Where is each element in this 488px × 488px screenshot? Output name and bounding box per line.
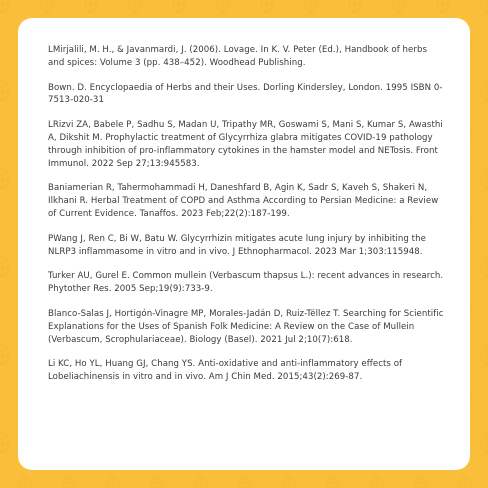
- leaf-icon: [474, 0, 488, 16]
- leaf-icon: [298, 0, 324, 16]
- leaf-icon: [342, 0, 368, 16]
- leaf-icon: [232, 474, 258, 488]
- reference-item: Blanco-Salas J, Hortigón-Vinagre MP, Morales-Jadán D, Ruiz-Téllez T. Searching for Scientific Explanations for the Uses of Spanish Folk Medicine: A Review on the Case of Mullein (Verbascum, Scrophulariaceae). Biology (Basel). 2021 Jul 2;10(7):618.: [48, 308, 444, 345]
- leaf-icon: [0, 78, 16, 104]
- leaf-icon: [34, 0, 60, 16]
- reference-item: LMirjalili, M. H., & Javanmardi, J. (2006). Lovage. In K. V. Peter (Ed.), Handbook of herbs and spices: Volume 3 (pp. 438–452). Woodhead Publishing.: [48, 45, 428, 68]
- leaf-icon: [210, 0, 236, 16]
- reference-item: PWang J, Ren C, Bi W, Batu W. Glycyrrhizin mitigates acute lung injury by inhibiting the NLRP3 inflammasome in vitro and in vivo. J Ethnopharmacol. 2023 Mar 1;303:115948.: [48, 233, 426, 257]
- leaf-icon: [474, 430, 488, 456]
- leaf-icon: [122, 0, 148, 16]
- leaf-icon: [100, 474, 126, 488]
- leaf-icon: [0, 430, 16, 456]
- reference-item: LRizvi ZA, Babele P, Sadhu S, Madan U, Tripathy MR, Goswami S, Mani S, Kumar S, Awasthi A, Dikshit M. Prophylactic treatment of Glycyrrhiza glabra mitigates COVID-19 pathology through inhibition of pro-inflammatory cytokines in the hamster model and NETosis. Front Immunol. 2022 Sep 27;13:945583.: [48, 120, 443, 169]
- leaf-icon: [56, 474, 82, 488]
- leaf-icon: [408, 474, 434, 488]
- leaf-icon: [452, 474, 478, 488]
- leaf-icon: [430, 0, 456, 16]
- references-card: [18, 18, 470, 470]
- leaf-icon: [320, 474, 346, 488]
- leaf-icon: [276, 474, 302, 488]
- leaf-icon: [386, 0, 412, 16]
- leaf-icon: [12, 474, 38, 488]
- reference-item: Bown. D. Encyclopaedia of Herbs and their Uses. Dorling Kindersley, London. 1995 ISBN 0-7513-020-31: [48, 82, 443, 106]
- leaf-icon: [144, 474, 170, 488]
- leaf-icon: [474, 166, 488, 192]
- leaf-icon: [474, 254, 488, 280]
- leaf-icon: [78, 0, 104, 16]
- leaf-icon: [254, 0, 280, 16]
- leaf-icon: [0, 254, 16, 280]
- leaf-icon: [0, 0, 16, 16]
- reference-item: Li KC, Ho YL, Huang GJ, Chang YS. Anti-oxidative and anti-inflammatory effects of Lobeliachinensis in vitro and in vivo. Am J Chin Med. 2015;43(2):269-87.: [48, 359, 403, 383]
- leaf-icon: [474, 78, 488, 104]
- leaf-icon: [188, 474, 214, 488]
- reference-item: Baniamerian R, Tahermohammadi H, Daneshfard B, Agin K, Sadr S, Kaveh S, Shakeri N, Ilkhani R. Herbal Treatment of COPD and Asthma According to Persian Medicine: a Review of Current Evidence. Tanaffos. 2023 Feb;22(2):187-199.: [48, 183, 439, 219]
- leaf-icon: [364, 474, 390, 488]
- leaf-icon: [0, 342, 16, 368]
- leaf-icon: [474, 342, 488, 368]
- reference-item: Turker AU, Gurel E. Common mullein (Verbascum thapsus L.): recent advances in research. Phytother Res. 2005 Sep;19(9):733-9.: [48, 271, 444, 295]
- leaf-icon: [0, 166, 16, 192]
- leaf-icon: [166, 0, 192, 16]
